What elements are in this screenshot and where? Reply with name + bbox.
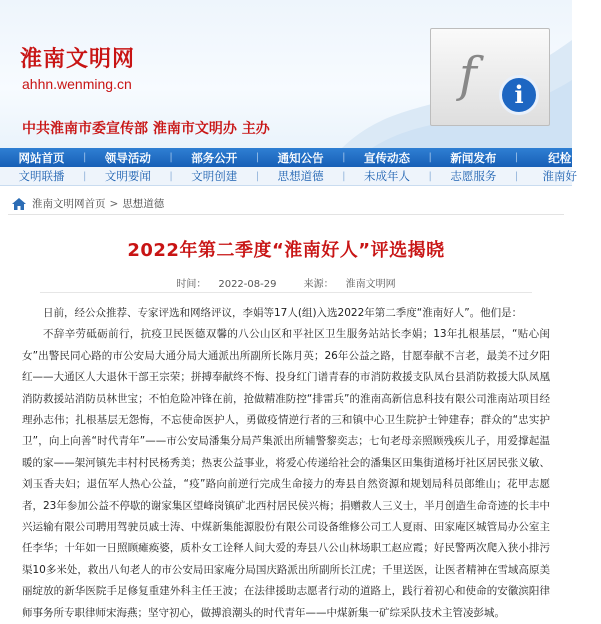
- article-meta: [0, 275, 572, 290]
- nav-item-civic-news[interactable]: 文明要闻: [104, 169, 151, 183]
- time-label: 时间：: [176, 279, 207, 290]
- nav-separator: |: [428, 170, 432, 182]
- nav-separator: |: [342, 170, 346, 182]
- article-paragraph: 日前，经公众推荐、专家评选和网络评议，李娟等17人(组)入选2022年第二季度“淮南好人”。他们是：: [43, 307, 523, 319]
- source-label: 来源：: [303, 279, 334, 290]
- site-banner: [0, 0, 572, 148]
- nav-item-affairs[interactable]: 部务公开: [191, 150, 238, 165]
- nav-item-notices[interactable]: 通知公告: [277, 150, 324, 165]
- site-title[interactable]: 淮南文明网: [20, 47, 136, 72]
- meta-divider: [40, 292, 532, 293]
- home-icon: [12, 198, 26, 210]
- nav-item-minors[interactable]: 未成年人: [364, 169, 410, 183]
- nav-item-broadcast[interactable]: 文明联播: [18, 169, 65, 183]
- main-navigation: [0, 148, 577, 186]
- nav-separator: |: [83, 152, 87, 163]
- article-body: [22, 303, 550, 624]
- article-source: [298, 279, 402, 290]
- nav-item-ethics[interactable]: 思想道德: [277, 169, 324, 183]
- primary-nav-row: [0, 148, 572, 167]
- nav-separator: |: [169, 170, 173, 182]
- nav-item-publicity[interactable]: 宣传动态: [364, 150, 410, 165]
- nav-separator: |: [169, 152, 173, 163]
- nav-separator: |: [255, 170, 260, 182]
- publish-time: [170, 279, 282, 290]
- nav-separator: |: [514, 152, 519, 163]
- breadcrumb-separator: >: [109, 197, 119, 210]
- secondary-nav-row: [0, 167, 577, 186]
- site-url[interactable]: ahhn.wenming.cn: [22, 76, 132, 92]
- flash-plugin-placeholder[interactable]: [430, 28, 550, 126]
- nav-separator: |: [342, 152, 346, 163]
- nav-item-volunteer[interactable]: 志愿服务: [450, 169, 497, 183]
- flash-icon: f: [459, 47, 477, 103]
- breadcrumb: [8, 193, 564, 215]
- organizer-line: 中共淮南市委宣传部 淮南市文明办 主办: [22, 121, 270, 137]
- nav-item-civic-building[interactable]: 文明创建: [191, 169, 238, 183]
- info-icon: i: [499, 75, 539, 115]
- nav-item-home[interactable]: 网站首页: [18, 150, 65, 165]
- article-paragraph: 不辞辛劳砥砺前行，抗疫卫民医德双馨的八公山区和平社区卫生服务站站长李娟；13年扎根基层，“贴心闺女”出警民同心路的市公安局大通分局大通派出所副所长陈月英；26年公益之路，甘愿奉献不言老，最美不过夕阳红——大通区人大退休干部王宗荣；拼搏奉献终不悔、投身红门谱青春的市消防救援支队凤台县消防救援大队凤凰消防救援站消防员林世宝；不怕危险冲锋在前，抢做精准防控“排雷兵”的淮南高新信息科技有限公司淮南站项目经理孙志伟；扎根基层无怨悔，不忘使命医护人，勇做疫情逆行者的三和镇中心卫生院护士钟建春；群众的“忠实护卫”，向上向善“时代青年”——市公安局潘集分局芦集派出所辅警黎奕志；七旬老母亲照顾残疾儿子，用爱撑起温暖的家——架河镇先丰村村民杨秀美；热衷公益事业，将爱心传递给社会的潘集区田集街道杨圩社区居民张义敏、刘玉香夫妇；退伍军人热心公益，“疫”路向前逆行完成生命接力的寿县自然资源和规划局科员郎维山；花甲志愿者，23年参加公益不停歇的谢家集区望峰岗镇矿北西村居民侯兴梅；捐赠救人三义士，半月创造生命奇迹的长丰中兴运输有限公司聘用驾驶员戚士涛、中煤新集能源股份有限公司设备维修公司工人夏雨、田家庵区城管局办公室主任李华；十年如一日照顾瘫痪婆，质朴女工诠释人间大爱的寿县八公山林场职工赵应霞；好民警两次爬入狭小排污渠10多米处，救出八旬老人的市公安局田家庵分局国庆路派出所副所长江虎；千里送医，让医者精神在雪域高原美丽绽放的新华医院手足修复重建外科主任王波；在法律援助志愿者行动的道路上，践行着初心和使命的安徽滨阳律师事务所专职律师宋海燕；坚守初心，做搏浪潮头的时代青年——中煤新集一矿综采队技术主管凌彭城。: [22, 328, 550, 619]
- nav-separator: |: [428, 152, 432, 163]
- nav-item-press[interactable]: 新闻发布: [450, 150, 497, 165]
- nav-separator: |: [255, 152, 260, 163]
- breadcrumb-category-link[interactable]: 思想道德: [122, 198, 165, 210]
- time-value: 2022-08-29: [218, 279, 277, 290]
- nav-item-good-people[interactable]: 淮南好: [542, 169, 577, 183]
- source-value: 淮南文明网: [345, 279, 396, 290]
- nav-separator: |: [83, 170, 87, 182]
- article-title: 2022年第二季度“淮南好人”评选揭晓: [127, 240, 445, 261]
- nav-item-leadership[interactable]: 领导活动: [104, 150, 151, 165]
- nav-separator: |: [514, 170, 519, 182]
- breadcrumb-home-link[interactable]: 淮南文明网首页: [32, 198, 106, 210]
- nav-item-discipline[interactable]: 纪检: [548, 150, 572, 165]
